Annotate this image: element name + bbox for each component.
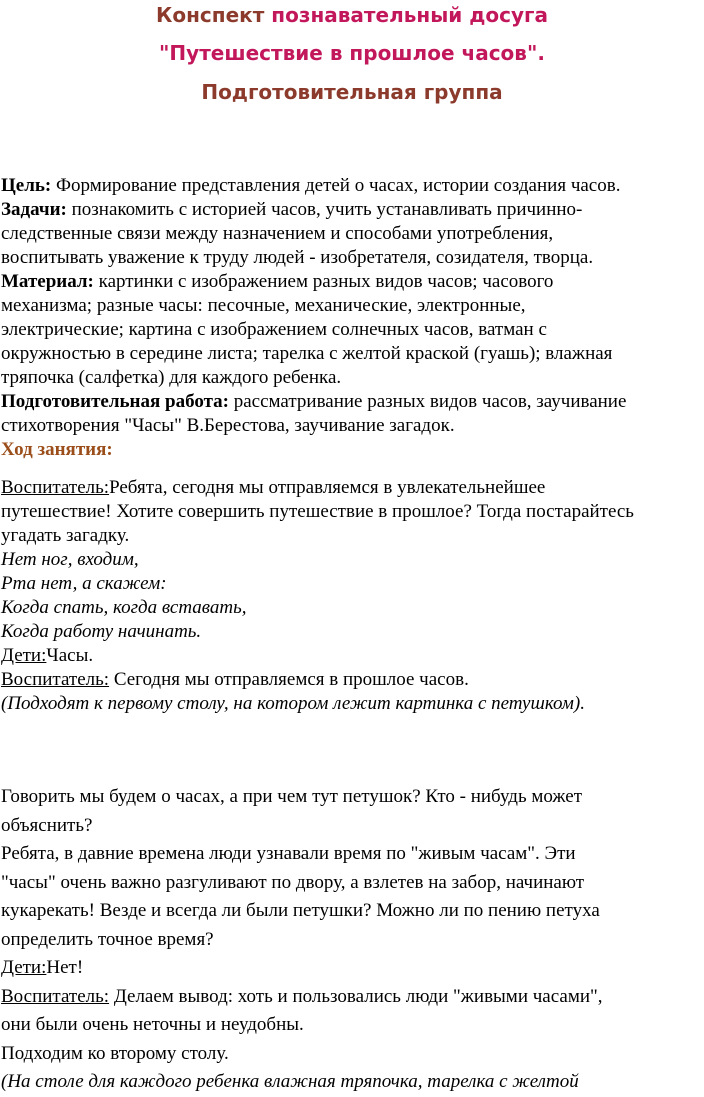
para2-line-2: "часы" очень важно разгуливают по двору, а взлетев на забор, начинают bbox=[1, 871, 585, 893]
stage-note-2: (На столе для каждого ребенка влажная тряпочка, тарелка с желтой bbox=[1, 1071, 579, 1092]
title-subject: познавательный досуга bbox=[271, 3, 548, 27]
prep-line-1 bbox=[1, 390, 701, 414]
para2-line-4: определить точное время? bbox=[1, 928, 214, 950]
riddle-line-2: Рта нет, а скажем: bbox=[1, 573, 167, 594]
teacher-label: Воспитатель: bbox=[1, 477, 110, 498]
teacher-label: Воспитатель: bbox=[1, 669, 110, 690]
material-line-1 bbox=[1, 270, 701, 294]
kids-text: Нет! bbox=[46, 957, 84, 978]
title-line-3: Подготовительная группа bbox=[201, 80, 503, 104]
teacher-line-6: они были очень неточны и неудобны. bbox=[1, 1014, 304, 1035]
goal-text: Формирование представления детей о часах, истории создания часов. bbox=[51, 175, 621, 196]
dialog-section-1 bbox=[1, 476, 701, 716]
title-line-1 bbox=[0, 2, 704, 28]
material-text-1: картинки с изображением разных видов часов; часового bbox=[93, 271, 554, 292]
kids-label: Дети: bbox=[1, 645, 47, 666]
teacher-line-5 bbox=[1, 983, 701, 1012]
teacher-line-1 bbox=[1, 476, 701, 500]
material-line-5: тряпочка (салфетка) для каждого ребенка. bbox=[1, 367, 342, 388]
goal-label: Цель: bbox=[1, 175, 52, 196]
goal-line bbox=[1, 174, 701, 198]
dialog-section-2 bbox=[1, 783, 701, 1097]
tasks-line-1 bbox=[1, 198, 701, 222]
riddle-line-3: Когда спать, когда вставать, bbox=[1, 597, 247, 618]
kids-answer-line-2 bbox=[1, 954, 701, 983]
intro-section bbox=[1, 174, 701, 462]
teacher-text-1: Ребята, сегодня мы отправляемся в увлекательнейшее bbox=[109, 477, 546, 498]
prep-line-2: стихотворения "Часы" В.Берестова, заучивание загадок. bbox=[1, 415, 455, 436]
move-line: Подходим ко второму столу. bbox=[1, 1042, 229, 1064]
tasks-label: Задачи: bbox=[1, 199, 67, 220]
prep-text-1: рассматривание разных видов часов, заучивание bbox=[228, 391, 627, 412]
teacher-line-3: угадать загадку. bbox=[1, 525, 130, 546]
material-label: Материал: bbox=[1, 271, 94, 292]
title-line-2: "Путешествие в прошлое часов". bbox=[159, 41, 545, 65]
para1-line-1: Говорить мы будем о часах, а при чем тут петушок? Кто - нибудь может bbox=[1, 786, 583, 807]
stage-note-1: (Подходят к первому столу, на котором лежит картинка с петушком). bbox=[1, 693, 585, 714]
para2-line-1: Ребята, в давние времена люди узнавали время по "живым часам". Эти bbox=[1, 843, 576, 864]
kids-answer-line bbox=[1, 644, 701, 668]
tasks-line-3: воспитывать уважение к труду людей - изобретателя, созидателя, творца. bbox=[1, 247, 594, 268]
teacher-text-4: Сегодня мы отправляемся в прошлое часов. bbox=[109, 669, 469, 690]
teacher-text-5: Делаем вывод: хоть и пользовались люди "живыми часами", bbox=[109, 985, 603, 1007]
para2-line-3: кукарекать! Везде и всегда ли были петушки? Можно ли по пению петуха bbox=[1, 900, 600, 921]
para1-line-2: объяснить? bbox=[1, 814, 93, 836]
material-line-4: окружностью в середине листа; тарелка с желтой краской (гуашь); влажная bbox=[1, 343, 613, 364]
material-line-3: электрические; картина с изображением солнечных часов, ватман с bbox=[1, 319, 547, 340]
teacher-line-2: путешествие! Хотите совершить путешествие в прошлое? Тогда постарайтесь bbox=[1, 501, 634, 522]
tasks-line-2: следственные связи между назначением и способами употребления, bbox=[1, 223, 554, 244]
material-line-2: механизма; разные часы: песочные, механические, электронные, bbox=[1, 295, 526, 316]
course-heading: Ход занятия: bbox=[1, 439, 113, 460]
teacher-label: Воспитатель: bbox=[1, 985, 110, 1007]
riddle-line-4: Когда работу начинать. bbox=[1, 621, 202, 642]
kids-label: Дети: bbox=[1, 957, 47, 978]
prep-label: Подготовительная работа: bbox=[1, 391, 229, 412]
kids-text: Часы. bbox=[46, 645, 94, 666]
title-word-konspekt: Конспект bbox=[156, 3, 272, 27]
tasks-text-1: познакомить с историей часов, учить устанавливать причинно- bbox=[66, 199, 583, 220]
teacher-line-4 bbox=[1, 668, 701, 692]
riddle-line-1: Нет ног, входим, bbox=[1, 549, 139, 570]
